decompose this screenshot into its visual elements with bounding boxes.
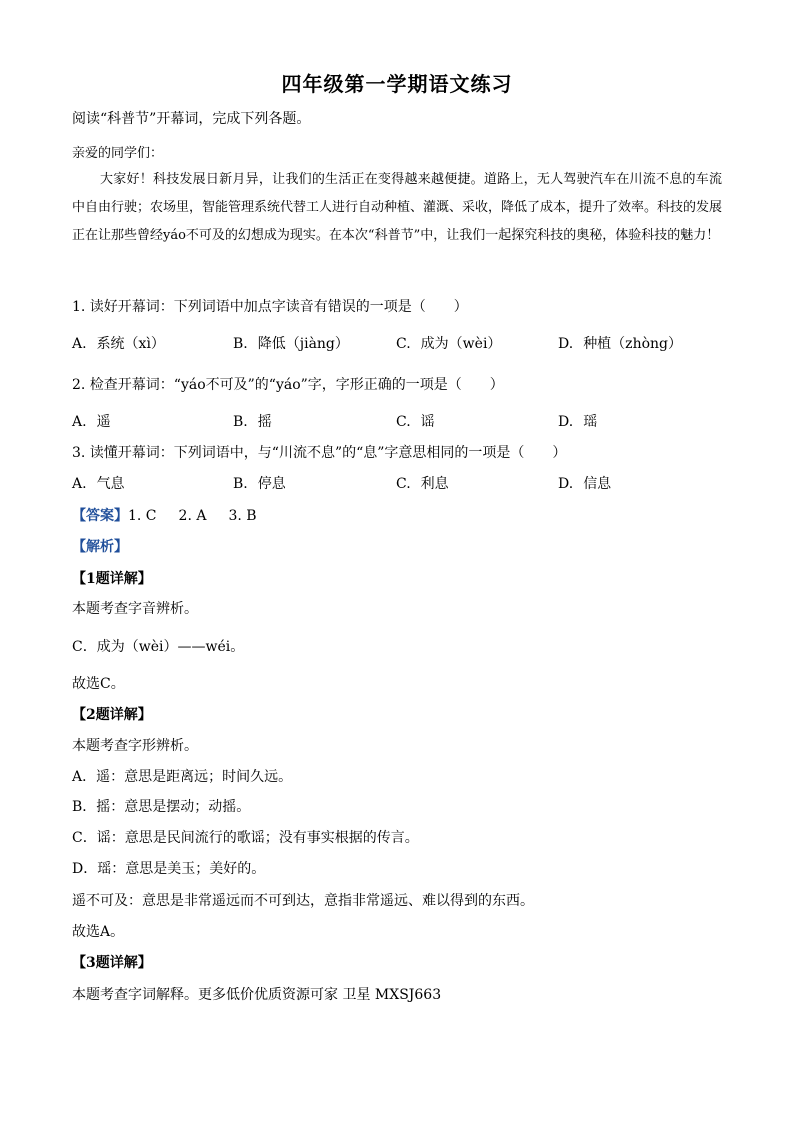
question-1-stem: 1. 读好开幕词：下列词语中加点字读音有错误的一项是（ ） bbox=[72, 299, 468, 315]
answer-item: 2. A bbox=[178, 508, 207, 524]
answer-item: 1. C bbox=[128, 508, 157, 524]
option-text: 降低（jiàng） bbox=[257, 336, 349, 352]
option-b bbox=[233, 473, 286, 493]
option-text: 瑶 bbox=[583, 414, 598, 430]
option-text: 种植（zhòng） bbox=[583, 336, 682, 352]
analysis-tag: 【解析】 bbox=[72, 539, 128, 555]
detail-2-line: B．摇：意思是摆动；动摇。 bbox=[72, 799, 251, 815]
option-a bbox=[72, 411, 111, 431]
option-letter: C. bbox=[396, 336, 411, 352]
detail-2-line: 遥不可及：意思是非常遥远而不可到达，意指非常遥远、难以得到的东西。 bbox=[72, 893, 534, 909]
page-title: 四年级第一学期语文练习 bbox=[281, 72, 513, 96]
question-1-options bbox=[72, 333, 722, 353]
option-letter: A. bbox=[72, 336, 87, 352]
detail-2-line: D．瑶：意思是美玉；美好的。 bbox=[72, 861, 266, 877]
detail-1-heading: 【1题详解】 bbox=[72, 571, 152, 587]
option-text: 谣 bbox=[420, 414, 435, 430]
option-text: 停息 bbox=[257, 476, 286, 492]
option-d bbox=[558, 473, 611, 493]
answer-item: 3. B bbox=[228, 508, 257, 524]
detail-1-line: 故选C。 bbox=[72, 676, 125, 692]
option-letter: C. bbox=[396, 476, 411, 492]
option-text: 气息 bbox=[96, 476, 125, 492]
salutation-text: 亲爱的同学们： bbox=[72, 146, 164, 161]
option-text: 摇 bbox=[257, 414, 272, 430]
question-2-options bbox=[72, 411, 722, 431]
option-c bbox=[396, 473, 449, 493]
option-letter: D. bbox=[558, 414, 574, 430]
option-a bbox=[72, 473, 125, 493]
detail-1-line: C．成为（wèi）——wéi。 bbox=[72, 639, 245, 655]
option-text: 信息 bbox=[583, 476, 612, 492]
option-c bbox=[396, 411, 435, 431]
detail-3-line: 本题考查字词解释。更多低价优质资源可家 卫星 MXSJ663 bbox=[72, 987, 442, 1003]
detail-1-line: 本题考查字音辨析。 bbox=[72, 601, 198, 617]
option-d bbox=[558, 411, 597, 431]
answer-line bbox=[72, 505, 279, 525]
detail-2-line: 本题考查字形辨析。 bbox=[72, 738, 198, 754]
option-letter: C. bbox=[396, 414, 411, 430]
question-2-stem: 2. 检查开幕词：“yáo不可及”的“yáo”字，字形正确的一项是（ ） bbox=[72, 377, 504, 393]
answer-items bbox=[128, 508, 279, 524]
option-text: 遥 bbox=[96, 414, 111, 430]
option-a bbox=[72, 333, 165, 353]
option-letter: D. bbox=[558, 476, 574, 492]
option-letter: A. bbox=[72, 414, 87, 430]
detail-3-heading: 【3题详解】 bbox=[72, 955, 152, 971]
option-letter: B. bbox=[233, 476, 248, 492]
passage-text: 大家好！科技发展日新月异，让我们的生活正在变得越来越便捷。道路上，无人驾驶汽车在川流不息的车流中自由行驶；农场里，智能管理系统代替工人进行自动种植、灌溉、采收，降低了成本，提升了效率。科技的发展正在让那些曾经yáo不可及的幻想成为现实。在本次“科普节”中，让我们一起探究科技的奥秘，体验科技的魅力！ bbox=[72, 172, 723, 243]
option-letter: D. bbox=[558, 336, 574, 352]
question-3-stem: 3. 读懂开幕词：下列词语中，与“川流不息”的“息”字意思相同的一项是（ ） bbox=[72, 445, 567, 461]
detail-2-line: A．遥：意思是距离远；时间久远。 bbox=[72, 769, 293, 785]
detail-2-heading: 【2题详解】 bbox=[72, 707, 152, 723]
intro-text: 阅读“科普节”开幕词，完成下列各题。 bbox=[72, 111, 311, 127]
option-letter: B. bbox=[233, 336, 248, 352]
option-letter: B. bbox=[233, 414, 248, 430]
option-text: 成为（wèi） bbox=[420, 336, 502, 352]
option-text: 利息 bbox=[420, 476, 449, 492]
detail-2-line: 故选A。 bbox=[72, 924, 125, 940]
option-b bbox=[233, 411, 272, 431]
option-b bbox=[233, 333, 349, 353]
option-text: 系统（xì） bbox=[96, 336, 165, 352]
option-d bbox=[558, 333, 682, 353]
option-letter: A. bbox=[72, 476, 87, 492]
option-c bbox=[396, 333, 501, 353]
question-3-options bbox=[72, 473, 722, 493]
detail-2-line: C．谣：意思是民间流行的歌谣；没有事实根据的传言。 bbox=[72, 830, 419, 846]
answer-tag: 【答案】 bbox=[72, 508, 128, 524]
